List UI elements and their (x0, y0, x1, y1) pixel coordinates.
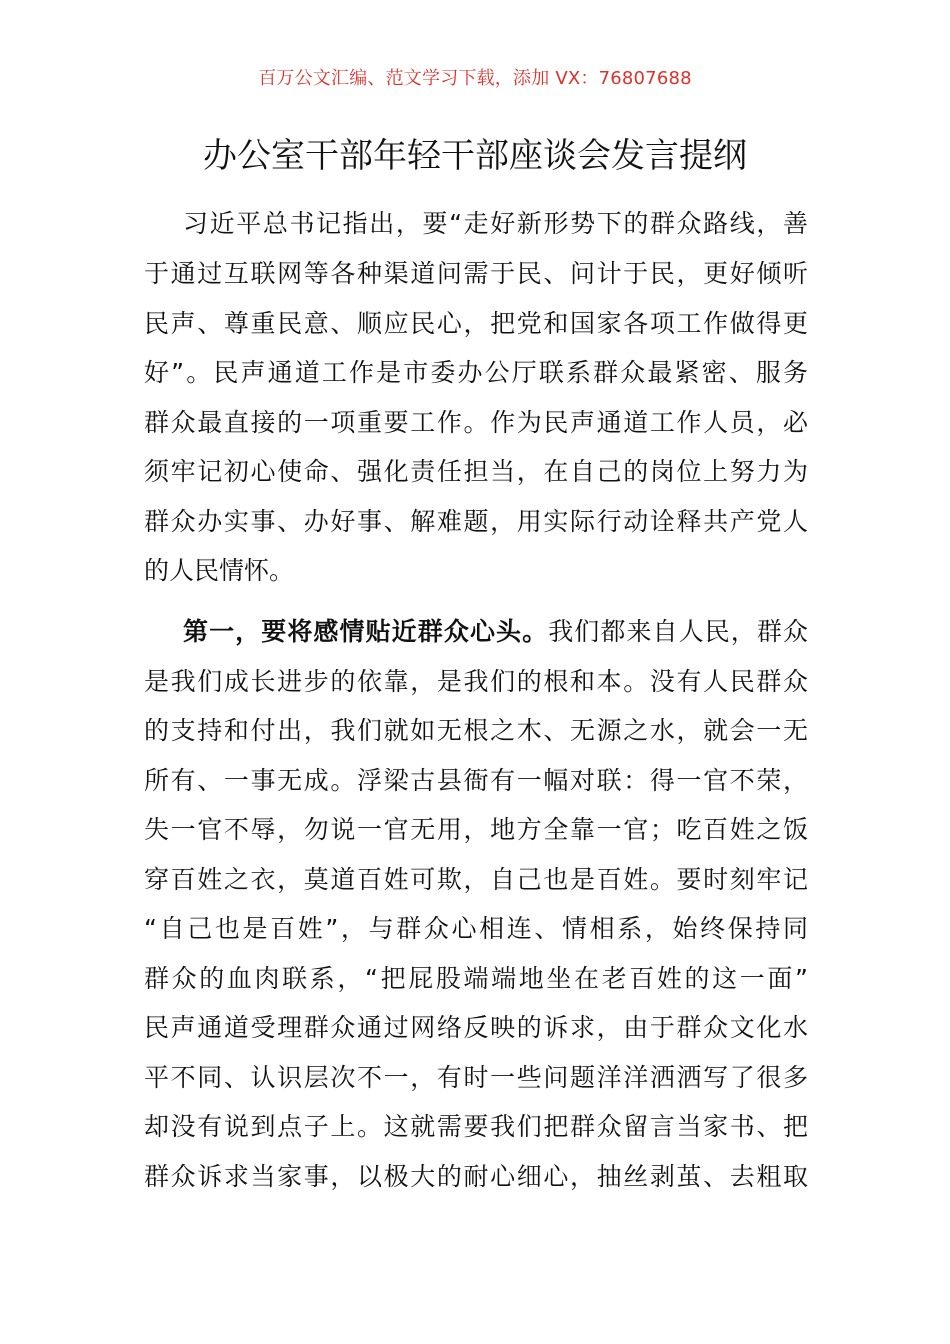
section-heading-continuation: 我们都来自人民，群众 (548, 617, 808, 646)
document-title: 办公室干部年轻干部座谈会发言提纲 (203, 136, 747, 176)
paragraph-line: 习近平总书记指出，要“走好新形势下的群众路线，善 (183, 209, 808, 238)
paragraph-line: 的支持和付出，我们就如无根之木、无源之水，就会一无 (144, 716, 808, 745)
paragraph-line: 穿百姓之衣，莫道百姓可欺，自己也是百姓。要时刻牢记 (144, 865, 808, 894)
paragraph-line: 的人民情怀。 (144, 556, 295, 585)
paragraph-line: 须牢记初心使命、强化责任担当，在自己的岗位上努力为 (144, 457, 808, 486)
paragraph-line: 民声、尊重民意、顺应民心，把党和国家各项工作做得更 (144, 309, 808, 338)
paragraph-line: 却没有说到点子上。这就需要我们把群众留言当家书、把 (144, 1112, 808, 1141)
paragraph-line: 群众的血肉联系，“把屁股端端地坐在老百姓的这一面” (144, 964, 808, 993)
section-heading: 第一，要将感情贴近群众心头。 (183, 617, 549, 646)
paragraph-line: 所有、一事无成。浮梁古县衙有一幅对联：得一官不荣， (144, 766, 808, 795)
paragraph-line: 群众最直接的一项重要工作。作为民声通道工作人员，必 (144, 408, 808, 437)
paragraph-line: “自己也是百姓”，与群众心相连、情相系，始终保持同 (144, 914, 808, 943)
paragraph-line: 群众办实事、办好事、解难题，用实际行动诠释共产党人 (144, 507, 808, 536)
header-download-note: 百万公文汇编、范文学习下载，添加 VX：76807688 (258, 68, 692, 89)
paragraph-line: 于通过互联网等各种渠道问需于民、问计于民，更好倾听 (144, 259, 808, 288)
paragraph-line: 群众诉求当家事，以极大的耐心细心，抽丝剥茧、去粗取 (144, 1162, 808, 1191)
paragraph-line: 失一官不辱，勿说一官无用，地方全靠一官；吃百姓之饭 (144, 815, 808, 844)
paragraph-line: 是我们成长进步的依靠，是我们的根和本。没有人民群众 (144, 667, 808, 696)
paragraph-line: 好”。民声通道工作是市委办公厅联系群众最紧密、服务 (144, 358, 808, 387)
paragraph-first-line (183, 612, 808, 652)
paragraph-line: 平不同、认识层次不一，有时一些问题洋洋洒洒写了很多 (144, 1063, 808, 1092)
paragraph-line: 民声通道受理群众通过网络反映的诉求，由于群众文化水 (144, 1013, 808, 1042)
